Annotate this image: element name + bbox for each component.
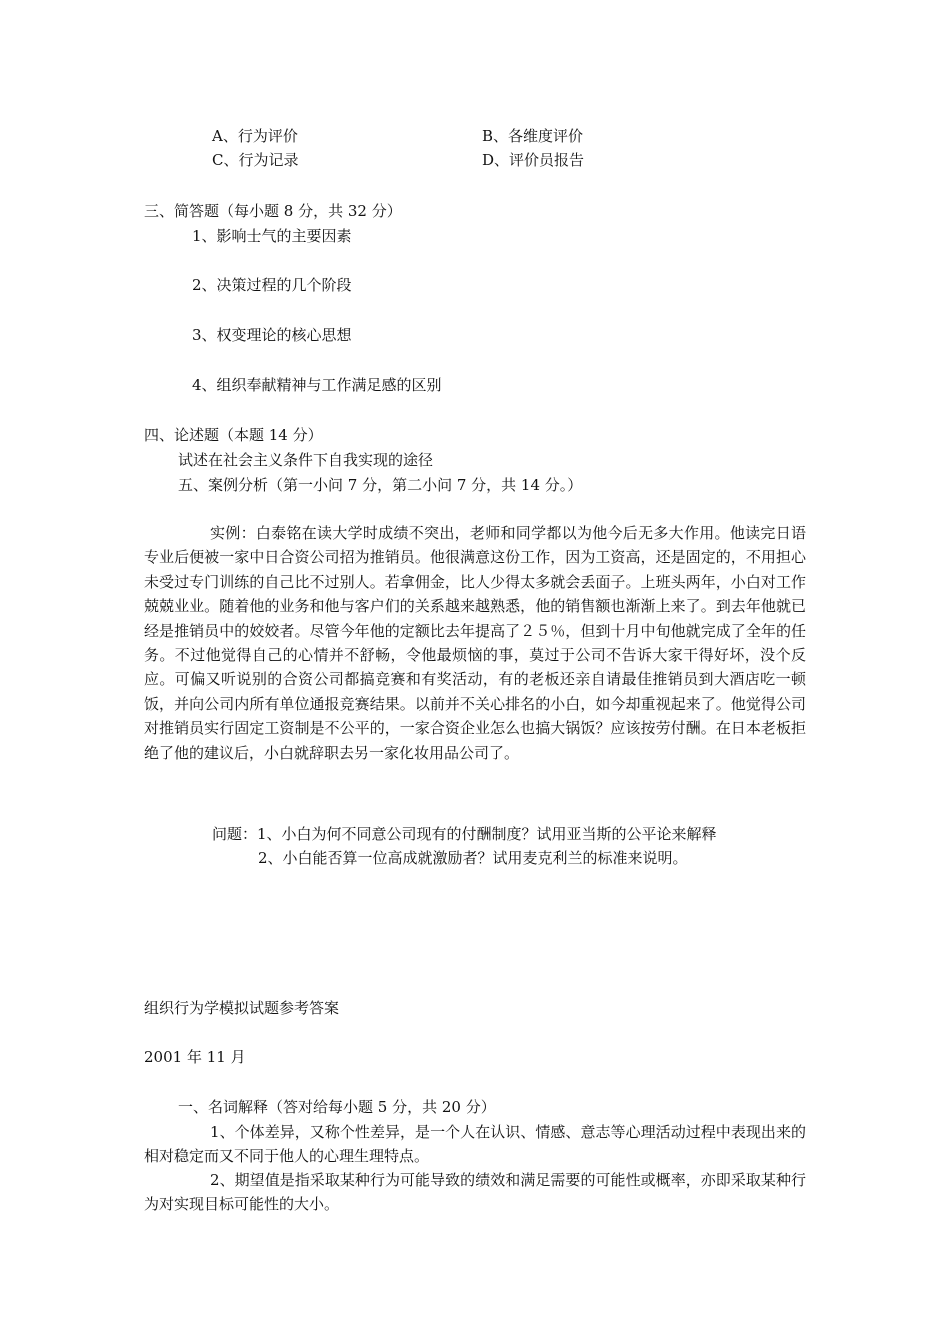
answers-section1-heading: 一、名词解释（答对给每小题 5 分，共 20 分） bbox=[178, 1098, 496, 1116]
section4-question: 试述在社会主义条件下自我实现的途径 bbox=[178, 451, 434, 469]
section5-heading: 五、案例分析（第一小问 7 分，第二小问 7 分，共 14 分。） bbox=[178, 476, 583, 494]
option-b: B、各维度评价 bbox=[482, 127, 584, 145]
section3-item-3: 3、权变理论的核心思想 bbox=[192, 326, 352, 344]
case-question-1: 问题：1、小白为何不同意公司现有的付酬制度？试用亚当斯的公平论来解释 bbox=[212, 825, 717, 843]
section3-heading: 三、简答题（每小题 8 分，共 32 分） bbox=[144, 202, 402, 220]
answer-item-1: 1、个体差异，又称个性差异，是一个人在认识、情感、意志等心理活动过程中表现出来的相对稳定而又不同于他人的心理生理特点。 bbox=[144, 1123, 806, 1165]
option-c: C、行为记录 bbox=[212, 151, 299, 169]
case-question-2: 2、小白能否算一位高成就激励者？试用麦克利兰的标准来说明。 bbox=[258, 849, 688, 867]
answer-item-2: 2、期望值是指采取某种行为可能导致的绩效和满足需要的可能性或概率，亦即采取某种行为对实现目标可能性的大小。 bbox=[144, 1171, 806, 1213]
section4-heading: 四、论述题（本题 14 分） bbox=[144, 426, 323, 444]
option-a: A、行为评价 bbox=[212, 127, 298, 145]
section3-item-4: 4、组织奉献精神与工作满足感的区别 bbox=[192, 376, 442, 394]
section3-item-1: 1、影响士气的主要因素 bbox=[192, 227, 352, 245]
section3-item-2: 2、决策过程的几个阶段 bbox=[192, 276, 352, 294]
case-paragraph: 实例：白泰铭在读大学时成绩不突出，老师和同学都以为他今后无多大作用。他读完日语专业后便被一家中日合资公司招为推销员。他很满意这份工作，因为工资高，还是固定的，不用担心未受过专门训练的自己比不过别人。若拿佣金，比人少得太多就会丢面子。上班头两年，小白对工作兢兢业业。随着他的业务和他与客户们的关系越来越熟悉，他的销售额也渐渐上来了。到去年他就已经是推销员中的姣姣者。尽管今年他的定额比去年提高了２５％，但到十月中旬他就完成了全年的任务。不过他觉得自己的心情并不舒畅，令他最烦恼的事，莫过于公司不告诉大家干得好坏，没个反应。可偏又听说别的合资公司都搞竞赛和有奖活动，有的老板还亲自请最佳推销员到大酒店吃一顿饭，并向公司内所有单位通报竞赛结果。以前并不关心排名的小白，如今却重视起来了。他觉得公司对推销员实行固定工资制是不公平的，一家合资企业怎么也搞大锅饭？应该按劳付酬。在日本老板拒绝了他的建议后，小白就辞职去另一家化妆用品公司了。 bbox=[144, 524, 806, 762]
answers-date: 2001 年 11 月 bbox=[144, 1048, 246, 1066]
answers-title: 组织行为学模拟试题参考答案 bbox=[144, 999, 340, 1017]
option-d: D、评价员报告 bbox=[482, 151, 585, 169]
